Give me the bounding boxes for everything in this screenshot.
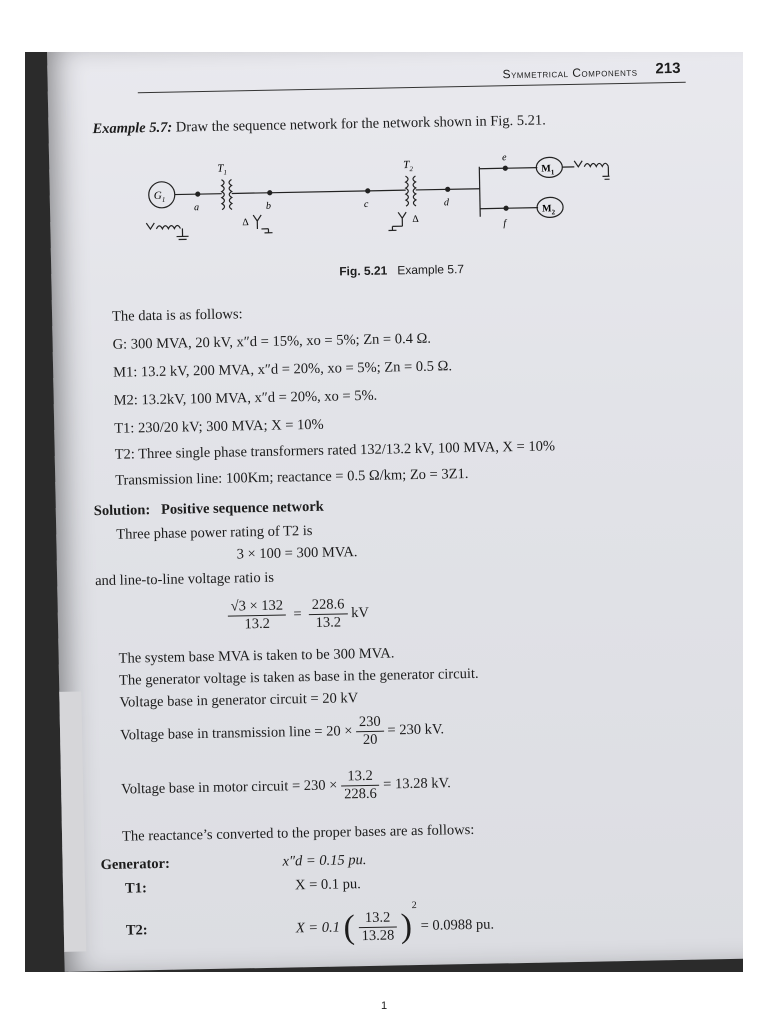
generator-voltage-base: Voltage base in generator circuit = 20 kV xyxy=(119,690,359,711)
solution-subheading: Positive sequence network xyxy=(160,498,324,518)
solution-line1: Three phase power rating of T2 is xyxy=(116,522,313,543)
motor-m1-label: $M_1$ xyxy=(541,163,555,177)
data-line-m2: M2: 13.2kV, 100 MVA, x″d = 20%, xo = 5%. xyxy=(113,387,378,409)
caption-label: Fig. 5.21 xyxy=(339,263,388,279)
header-rule xyxy=(138,82,686,94)
book-page xyxy=(47,52,743,972)
generator-base-text: The generator voltage is taken as base in the generator circuit. xyxy=(118,665,479,689)
generator-reactance: x″d = 0.15 pu. xyxy=(282,852,367,870)
t2-fraction: $\frac{13.2}{13.28}$ xyxy=(358,910,397,946)
motor-voltage-base: Voltage base in motor circuit = 230 × $\frac{13.2}{228.6}$ = 13.28 kV. xyxy=(121,767,451,803)
t1-primary-coil xyxy=(221,180,224,210)
running-header: Symmetrical Components xyxy=(502,64,638,82)
base-mva-text: The system base MVA is taken to be 300 MVA. xyxy=(118,645,395,667)
bus-c-label: c xyxy=(363,198,369,210)
mc-fraction: $\frac{13.2}{228.6}$ xyxy=(341,768,380,804)
generator-label: Generator: xyxy=(100,855,171,874)
bus-a-label: a xyxy=(193,202,200,214)
data-intro: The data is as follows: xyxy=(111,306,243,325)
solution-line2: and line-to-line voltage ratio is xyxy=(95,569,275,590)
motor-m2-label: $M_2$ xyxy=(542,203,556,217)
example-statement xyxy=(92,112,546,138)
t2-primary-coil xyxy=(405,176,408,206)
data-line-t2: T2: Three single phase transformers rated 132/13.2 kV, 100 MVA, X = 10% xyxy=(114,438,556,463)
t1-reactance: X = 0.1 pu. xyxy=(294,876,361,894)
bus-e-label: e xyxy=(502,152,507,164)
transmission-voltage-base: Voltage base in transmission line = 20 × $\frac{230}{20}$ = 230 kV. xyxy=(119,713,445,749)
solution-heading xyxy=(94,499,324,520)
data-line-g: G: 300 MVA, 20 kV, x″d = 15%, xo = 5%; Zn = 0.4 Ω. xyxy=(112,330,432,353)
circuit-diagram xyxy=(129,136,611,265)
t2-label: $T_2$ xyxy=(403,159,414,174)
bus-d-label: d xyxy=(443,197,450,209)
t1-delta-label: Δ xyxy=(242,217,249,229)
footer-page-index: 1 xyxy=(380,1000,388,1012)
t1-label: $T_1$ xyxy=(217,162,228,177)
bus-f-label: f xyxy=(503,218,507,230)
example-text: Draw the sequence network for the network shown in Fig. 5.21. xyxy=(175,112,547,136)
t2-delta-label: Δ xyxy=(412,213,419,226)
tl-fraction: $\frac{230}{20}$ xyxy=(356,714,384,750)
data-line-t1: T1: 230/20 kV; 300 MVA; X = 10% xyxy=(114,416,324,437)
solution-label: Solution: xyxy=(93,502,151,520)
caption-text: Example 5.7 xyxy=(397,262,465,278)
ratio-right-fraction: $\frac{228.6}{13.2}$ xyxy=(309,596,348,632)
bus-b-label: b xyxy=(265,200,272,212)
t2-reactance: X = 0.1 ( $\frac{13.2}{13.28}$ )$^2$ = 0.0988 pu. xyxy=(295,900,495,947)
page-gutter xyxy=(59,691,86,951)
data-line-transmission: Transmission line: 100Km; reactance = 0.5 Ω/km; Zo = 3Z1. xyxy=(115,465,469,489)
t1-secondary-coil xyxy=(229,179,232,209)
data-line-m1: M1: 13.2 kV, 200 MVA, x″d = 20%, xo = 5%; Zn = 0.5 Ω. xyxy=(113,358,453,381)
page-number: 213 xyxy=(655,59,681,78)
photo-frame xyxy=(25,52,743,972)
figure-caption xyxy=(339,262,464,278)
ratio-left-fraction: $\frac{√3 \times 132}{13.2}$ xyxy=(228,598,287,634)
equation-power-rating: 3 × 100 = 300 MVA. xyxy=(236,544,358,563)
reactance-conversion-text: The reactance’s converted to the proper bases are as follows: xyxy=(121,821,475,845)
generator-label: $G_1$ xyxy=(153,189,166,204)
t2-reactance-label: T2: xyxy=(125,922,148,939)
example-label: Example 5.7: xyxy=(92,119,173,138)
t1-reactance-label: T1: xyxy=(124,880,147,897)
equation-voltage-ratio: $\frac{√3 \times 132}{13.2}$ = $\frac{228.6}{13.2}$ kV xyxy=(228,596,370,634)
t2-secondary-coil xyxy=(413,176,416,206)
